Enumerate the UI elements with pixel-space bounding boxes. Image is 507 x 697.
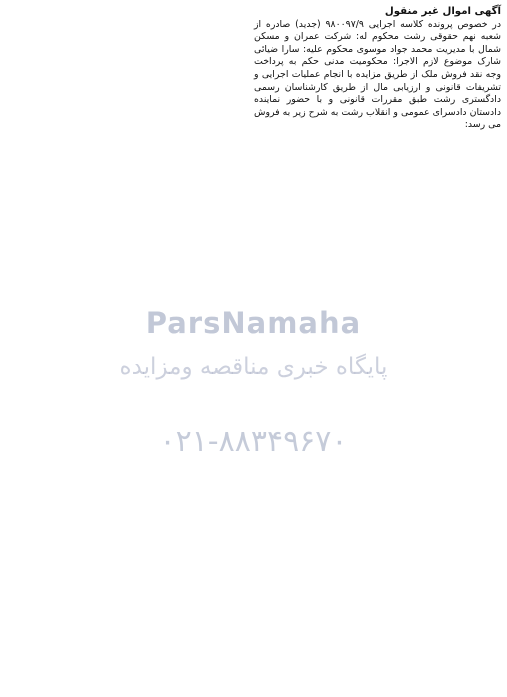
watermark-tagline: پایگاه خبری مناقصه ومزایده	[119, 354, 388, 380]
notice-title: آگهی اموال غیر منقول	[384, 6, 501, 17]
watermark-brand: ParsNamaha	[145, 306, 362, 340]
notice-paragraph: در خصوص پرونده کلاسه اجرایی ۹۸۰۰۹۷/۹ (جدید) صادره از شعبه نهم حقوقی رشت محکوم له: شرکت عمران و مسکن شمال با مدیریت محمد جواد موسوی محکوم علیه: سارا ضیائی شارک موضوع لازم الاجرا: محکومیت مدنی حکم به پرداخت وجه نقد فروش ملک از طریق مزایده با انجام عملیات اجرایی و تشریفات قانونی و ارزیابی مال از طریق کارشناسان رسمی دادگستری رشت طبق مقررات قانونی و با حضور نماینده دادستان دادسرای عمومی و انقلاب رشت به شرح زیر به فروش می رسد:	[254, 18, 501, 131]
notice-column-right	[254, 6, 501, 132]
watermark-phone: ۰۲۱-۸۸۳۴۹۶۷۰	[159, 424, 348, 459]
